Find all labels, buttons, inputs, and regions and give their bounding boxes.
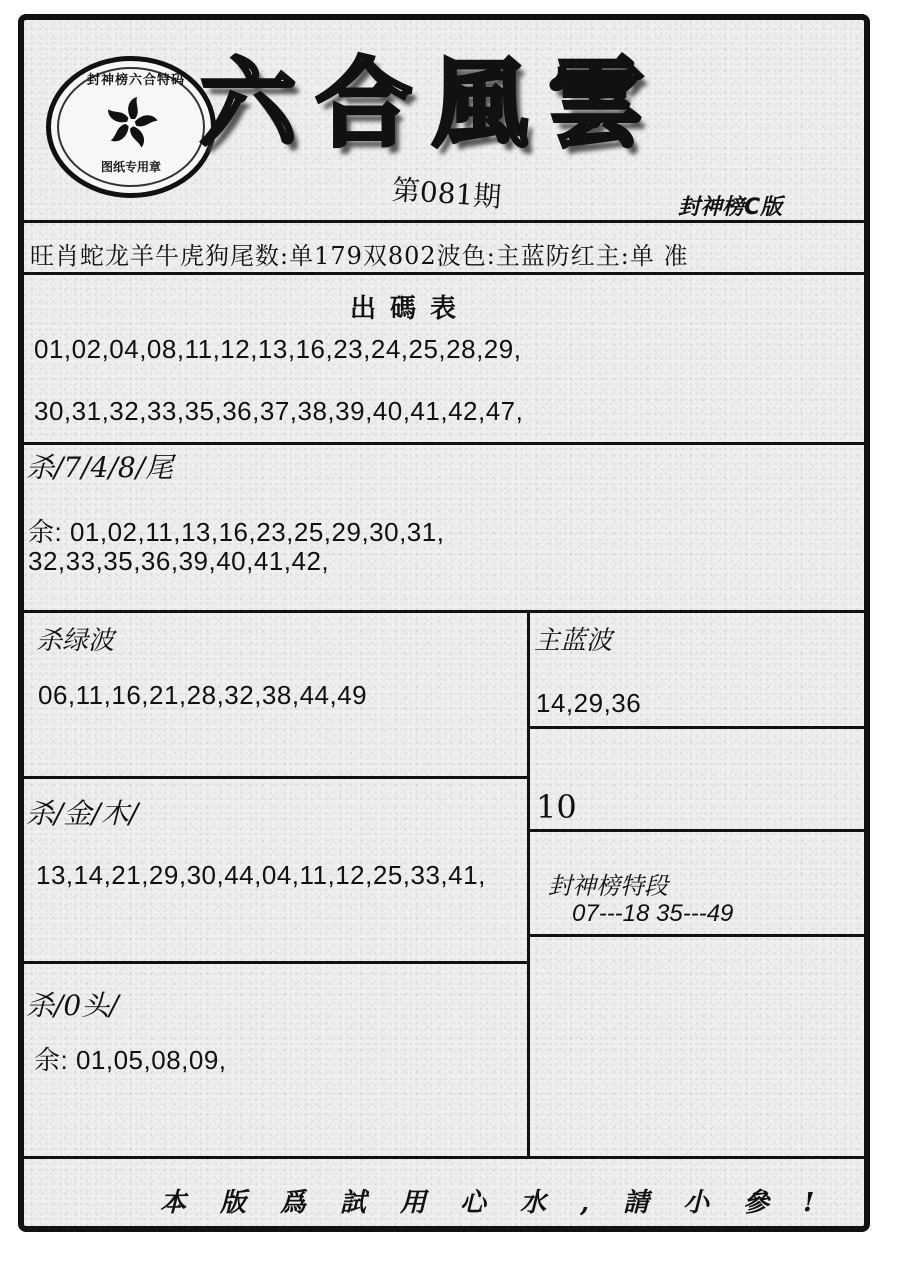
code-table-line-2: 30,31,32,33,35,36,37,38,39,40,41,42,47, [34,396,524,426]
kill-head-label: 杀/0头/ [26,989,119,1022]
footer-note: 本版爲試用心水,請小參! [160,1188,849,1218]
kill-tail-line-2: 32,33,35,36,39,40,41,42, [28,546,330,576]
issue-number: 第081期 [390,173,503,214]
seal-subtitle: 图纸专用章 [100,160,161,174]
page-title: 六合風雲 [200,47,664,160]
side-number: 10 [536,788,577,826]
divider [24,961,530,964]
kill-element-label: 杀/金/木/ [26,797,139,830]
kill-tail-line-1: 余: 01,02,11,13,16,23,25,29,30,31, [28,517,445,547]
divider [530,829,866,832]
kill-element-numbers: 13,14,21,29,30,44,04,11,12,25,33,41, [36,860,486,890]
special-label: 封神榜特段 [548,872,668,900]
divider [24,220,866,223]
info-line: 旺肖蛇龙羊牛虎狗尾数:单179双802波色:主蓝防红主:单 准 [30,242,689,270]
code-table-line-1: 01,02,04,08,11,12,13,16,23,24,25,28,29, [34,334,522,364]
divider [24,610,866,613]
special-ranges: 07---18 35---49 [572,900,734,927]
divider [24,1156,866,1159]
divider [24,776,530,779]
divider [530,934,866,937]
kill-green-numbers: 06,11,16,21,28,32,38,44,49 [38,680,368,710]
main-blue-label: 主蓝波 [534,626,613,656]
edition-label: 封神榜C版 [678,195,783,220]
divider [530,726,866,729]
column-divider [527,612,530,1158]
divider [24,272,866,275]
kill-head-numbers: 余: 01,05,08,09, [34,1045,227,1075]
bauhinia-flower-icon [103,95,159,151]
code-table-heading: 出碼表 [350,294,471,324]
kill-green-label: 杀绿波 [36,626,115,656]
kill-tail-label: 杀/7/4/8/尾 [26,451,174,484]
divider [24,442,866,445]
main-blue-numbers: 14,29,36 [536,688,642,718]
seal-text: 封神榜六合特码 [86,73,185,88]
seal-stamp [46,56,216,198]
